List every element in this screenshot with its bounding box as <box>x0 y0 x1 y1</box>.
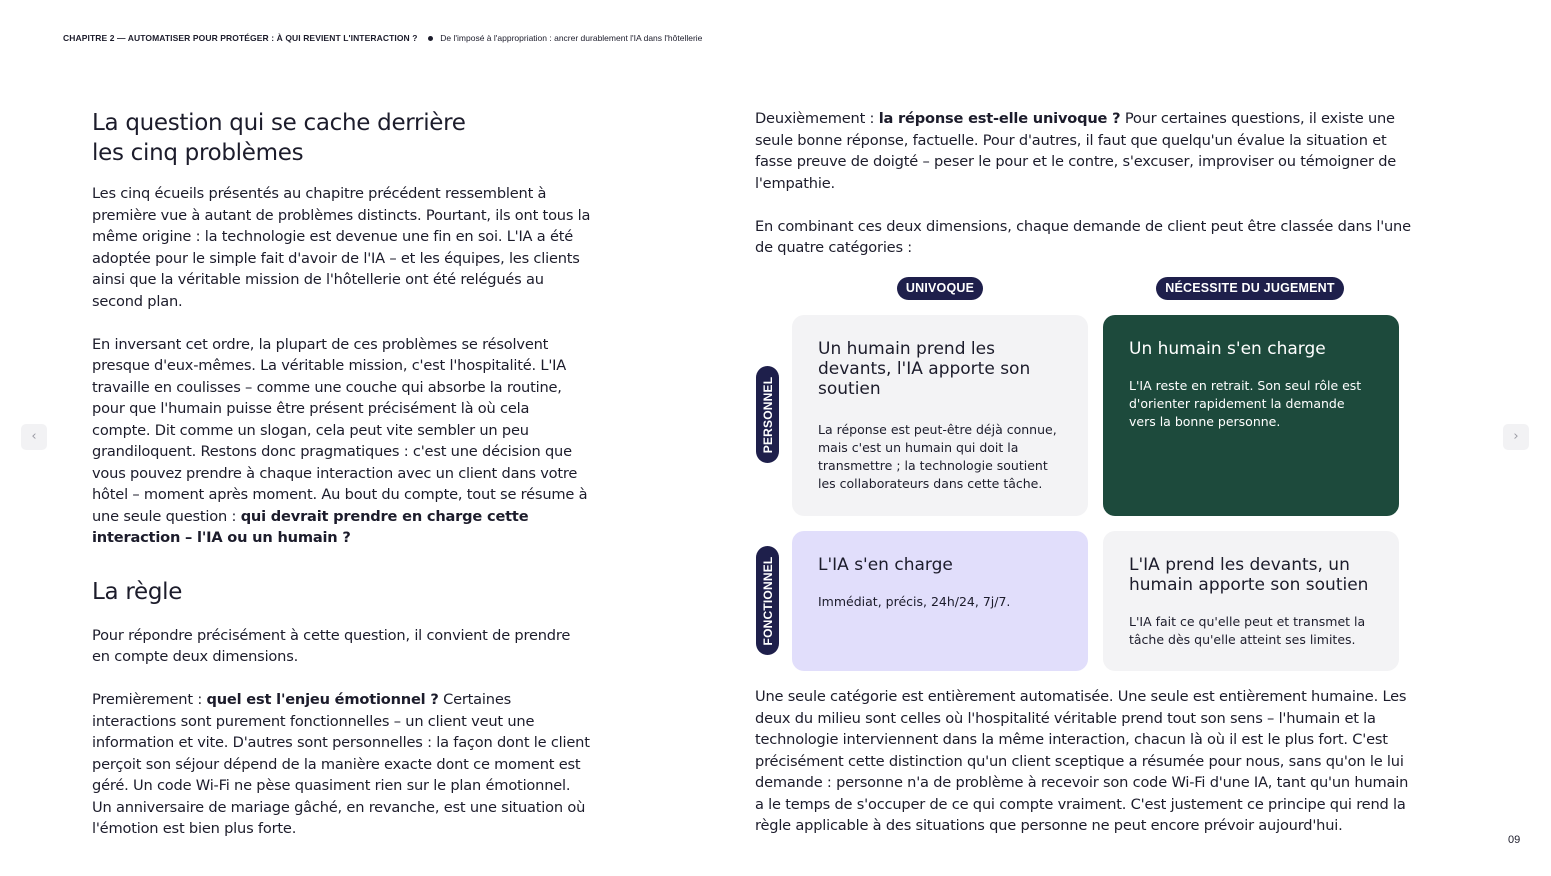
key-question: qui devrait prendre en charge cette interaction – l'IA ou un humain ? <box>92 507 529 546</box>
column-label-judgement: NÉCESSITE DU JUGEMENT <box>1156 277 1344 300</box>
bullet-dot-icon <box>428 36 433 41</box>
running-header <box>63 33 702 43</box>
section-heading-question: La question qui se cache derrière les cinq problèmes <box>92 110 466 166</box>
card-body: Immédiat, précis, 24h/24, 7j/7. <box>818 594 1011 609</box>
paragraph-four-categories: En combinant ces deux dimensions, chaque demande de client peut être classée dans l'une de quatre catégories : <box>755 217 1411 256</box>
previous-page-button[interactable]: ‹ <box>21 424 47 450</box>
matrix-card-ai-handles <box>792 531 1088 671</box>
card-body: La réponse est peut-être déjà connue, mais c'est un humain qui doit la transmettre ; la technologie soutient les collaborateurs dans cette tâche. <box>818 422 1057 491</box>
card-body: L'IA reste en retrait. Son seul rôle est d'orienter rapidement la demande vers la bonne personne. <box>1129 378 1362 429</box>
paragraph-conclusion: Une seule catégorie est entièrement automatisée. Une seule est entièrement humaine. Les deux du milieu sont celles où l'hospitalité véritable prend tout son sens – l'humain et la technologie interviennent dans la même interaction, chacun là où il est le plus fort. C'est précisément cette distinction qu'un client sceptique a résumée pour nous, sans qu'on le lui demande : personne n'a de problème à recevoir son code Wi-Fi d'une IA, tant qu'un humain a le temps de s'occuper de ce qui compte vraiment. C'est justement ce principe qui rend la règle applicable à des situations que personne ne peut encore prévoir aujourd'hui. <box>755 688 1409 834</box>
header-subtitle: De l'imposé à l'appropriation : ancrer durablement l'IA dans l'hôtellerie <box>440 33 703 43</box>
card-body: L'IA fait ce qu'elle peut et transmet la tâche dès qu'elle atteint ses limites. <box>1129 614 1366 647</box>
matrix-card-human-handles <box>1103 315 1399 516</box>
row-label-functional: FONCTIONNEL <box>756 546 779 655</box>
row-label-personal: PERSONNEL <box>756 366 779 463</box>
paragraph-intro: Les cinq écueils présentés au chapitre précédent ressemblent à première vue à autant de problèmes distincts. Pourtant, ils ont tous la même origine : la technologie est devenue une fin en soi. L'IA a été adoptée pour le simple fait d'avoir de l'IA – et les équipes, les clients ainsi que la véritable mission de l'hôtellerie ont été relégués au second plan. <box>92 185 591 310</box>
card-title: Un humain prend les devants, l'IA apporte son soutien <box>818 339 1031 399</box>
card-title: Un humain s'en charge <box>1129 339 1326 359</box>
matrix-card-ai-leads <box>1103 531 1399 671</box>
paragraph-mission: En inversant cet ordre, la plupart de ces problèmes se résolvent presque d'eux-mêmes. La véritable mission, c'est l'hospitalité. L'IA travaille en coulisses – comme une couche qui absorbe la routine, pour que l'humain puisse être présent précisément là où cela compte. Dit comme un slogan, cela peut vite sembler un peu grandiloquent. Restons donc pragmatiques : c'est une décision que vous pouvez prendre à chaque interaction avec un client dans votre hôtel – moment après moment. Au bout du compte, tout se résume à une seule question : qui devrait prendre en charge cette interaction – l'IA ou un humain ? <box>92 335 588 546</box>
left-column <box>92 108 592 840</box>
page-number: 09 <box>1508 834 1521 846</box>
paragraph-dimensions: Pour répondre précisément à cette question, il convient de prendre en compte deux dimensions. <box>92 626 571 665</box>
next-page-button[interactable]: › <box>1503 424 1529 450</box>
right-column <box>755 108 1420 259</box>
column-label-univocal: UNIVOQUE <box>897 277 983 300</box>
paragraph-emotional-stake: Premièrement : quel est l'enjeu émotionnel ? Certaines interactions sont purement fonctionnelles – un client veut une information et vite. D'autres sont personnelles : la façon dont le client perçoit son séjour dépend de la manière exacte dont ce moment est géré. Un code Wi-Fi ne pèse quasiment rien sur le plan émotionnel. Un anniversaire de mariage gâché, en revanche, est une situation où l'émotion est bien plus forte. <box>92 691 590 837</box>
paragraph-univocal: Deuxièmement : la réponse est-elle univoque ? Pour certaines questions, il existe une seule bonne réponse, factuelle. Pour d'autres, il faut que quelqu'un évalue la situation et fasse preuve de doigté – peser le pour et le contre, s'excuser, improviser ou témoigner de l'empathie. <box>755 110 1397 192</box>
matrix-card-human-leads <box>792 315 1088 516</box>
card-title: L'IA prend les devants, un humain apporte son soutien <box>1129 555 1369 595</box>
section-heading-rule: La règle <box>92 578 183 605</box>
chapter-title: CHAPITRE 2 — AUTOMATISER POUR PROTÉGER : À QUI REVIENT L'INTERACTION ? <box>63 33 418 43</box>
card-title: L'IA s'en charge <box>818 555 953 575</box>
